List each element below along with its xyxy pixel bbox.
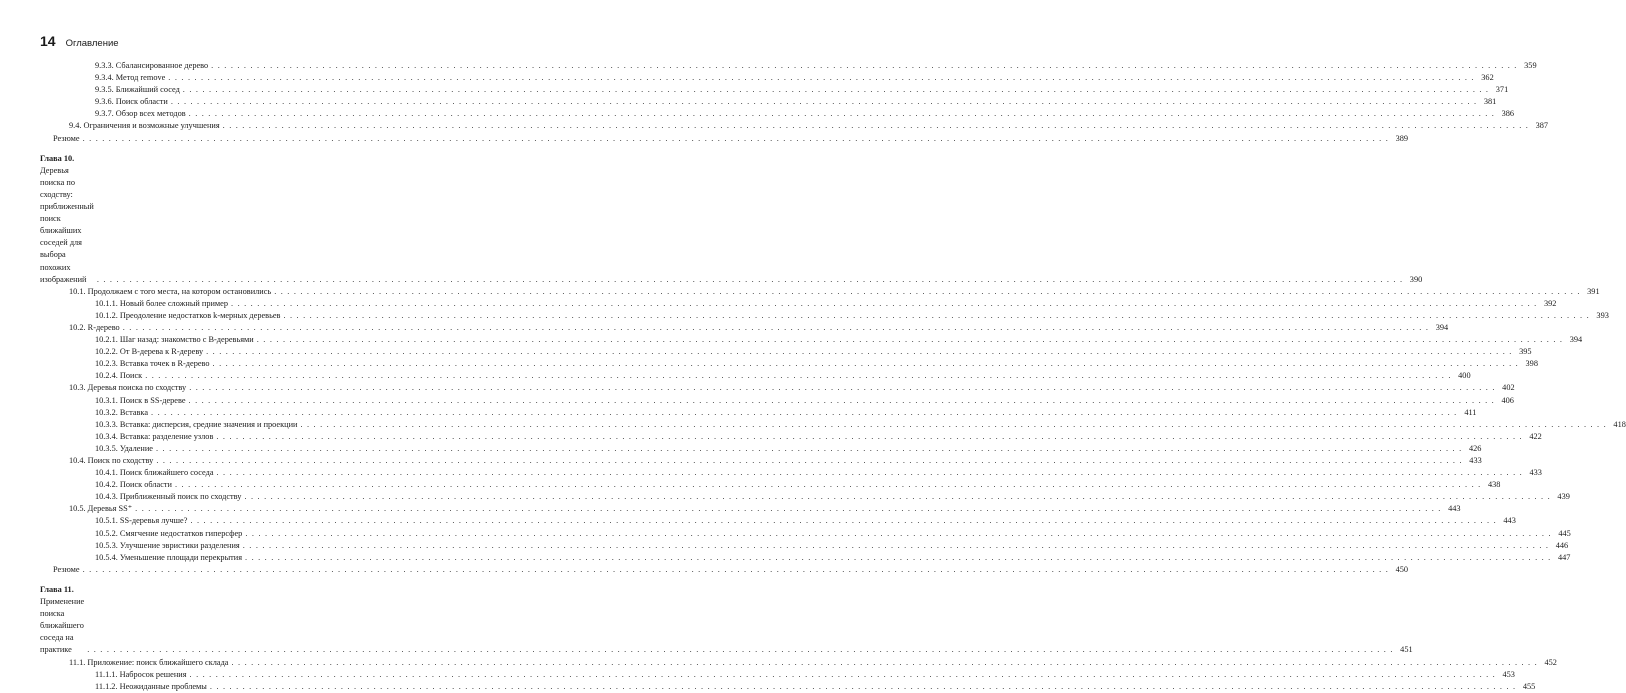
toc-entry-text: 10.3.4. Вставка: разделение узлов — [95, 431, 214, 441]
toc-entry-text: 10.3.2. Вставка — [95, 407, 149, 417]
toc-entry-text: 10.2.3. Вставка точек в R-дерево — [95, 359, 210, 369]
toc-leader: . . . . . . . . . . . . . . . . . . . . . . . . . . . . . . . . . . . . . . . . . . . . . . . . . . . . . . . . . . . . . . . . . . . . . . . . . . . . . . . . . . . . . . . . . . . . . . . . . . . . . . . . . . . . . . . . . . . . . . . . . . . . . . . . . . . . . . . . . . . . . . . . . . . . . . . . . . . . . . . . . . . . . . . . . . . . . . . . . . . . . . . . . . . . . . . . . . . . . . . . — [145, 371, 1452, 381]
toc-entry-text: 10.4.2. Поиск области — [95, 480, 172, 490]
toc-chapter-line — [40, 584, 84, 657]
toc-page-number: 446 — [1555, 540, 1569, 550]
toc-entry-text: 10.2.1. Шаг назад: знакомство с B-деревьями — [95, 335, 254, 345]
toc-page-number: 398 — [1525, 359, 1538, 369]
toc-entry — [40, 346, 1532, 358]
toc-chapter-entry — [40, 153, 1423, 286]
toc-leader: . . . . . . . . . . . . . . . . . . . . . . . . . . . . . . . . . . . . . . . . . . . . . . . . . . . . . . . . . . . . . . . . . . . . . . . . . . . . . . . . . . . . . . . . . . . . . . . . . . . . . . . . . . . . . . . . . . . . . . . . . . . . . . . . . . . . . . . . . . . . . . . . . . . . . . . . . . . . . . . . . . . . . . . . . . . . . . . . . . . . . . . . . . . . . . . . . . . . . . . . — [151, 407, 1458, 417]
toc-entry — [40, 657, 1557, 669]
toc-page-number: 455 — [1522, 681, 1536, 691]
toc-page-number: 359 — [1524, 61, 1537, 70]
toc-chapter-title: Деревья поиска по сходству: приближенный поиск ближайших — [40, 165, 94, 236]
page-number: 14 — [40, 33, 56, 49]
toc-chapter-label: Глава 10. — [40, 153, 75, 163]
toc-entry — [40, 334, 1583, 346]
toc-page-number: 393 — [1596, 310, 1609, 320]
toc-page-number: 391 — [1587, 286, 1600, 296]
toc-entry — [40, 108, 1515, 120]
section-title: Оглавление — [65, 38, 119, 49]
toc-leader: . . . . . . . . . . . . . . . . . . . . . . . . . . . . . . . . . . . . . . . . . . . . . . . . . . . . . . . . . . . . . . . . . . . . . . . . . . . . . . . . . . . . . . . . . . . . . . . . . . . . . . . . . . . . . . . . . . . . . . . . . . . . . . . . . . . . . . . . . . . . . . . . . . . . . . . . . . . . . . . . . . . . . . . . . . . . . . . . . . . . . . . . . . . . . . . . . . . . . . . . — [155, 443, 1463, 453]
toc-entry-text: 10.2.2. От B-дерева к R-дереву — [95, 347, 204, 357]
toc-entry-text: 10.3.3. Вставка: дисперсия, средние значения и проекции — [95, 419, 298, 429]
toc-page-number: 447 — [1558, 552, 1571, 562]
toc-page-number: 443 — [1503, 516, 1516, 526]
toc-entry — [40, 443, 1482, 455]
toc-page-number: 387 — [1535, 121, 1549, 131]
toc-leader: . . . . . . . . . . . . . . . . . . . . . . . . . . . . . . . . . . . . . . . . . . . . . . . . . . . . . . . . . . . . . . . . . . . . . . . . . . . . . . . . . . . . . . . . . . . . . . . . . . . . . . . . . . . . . . . . . . . . . . . . . . . . . . . . . . . . . . . . . . . . . . . . . . . . . . . . . . . . . . . . . . . . . . . . . . . . . . . . . . . . . . . . . . . . . . . . . . . . . . . . — [211, 61, 1518, 70]
toc-entry — [40, 407, 1477, 419]
toc-page-number: 390 — [1409, 274, 1423, 284]
toc-page-number: 426 — [1468, 443, 1482, 453]
toc-entry-text: 10.3. Деревья поиска по сходству — [69, 383, 187, 393]
toc-entry — [40, 564, 1409, 576]
toc-page-number: 422 — [1529, 431, 1542, 441]
toc-leader: . . . . . . . . . . . . . . . . . . . . . . . . . . . . . . . . . . . . . . . . . . . . . . . . . . . . . . . . . . . . . . . . . . . . . . . . . . . . . . . . . . . . . . . . . . . . . . . . . . . . . . . . . . . . . . . . . . . . . . . . . . . . . . . . . . . . . . . . . . . . . . . . . . . . . . . . . . . . . . . . . . . . . . . . . . . . . . . . . . . . . . . . . . . . . . . . . . . . . . . . — [209, 681, 1517, 691]
toc-entry-text: 10.4.1. Поиск ближайшего соседа — [95, 468, 214, 478]
toc-leader: . . . . . . . . . . . . . . . . . . . . . . . . . . . . . . . . . . . . . . . . . . . . . . . . . . . . . . . . . . . . . . . . . . . . . . . . . . . . . . . . . . . . . . . . . . . . . . . . . . . . . . . . . . . . . . . . . . . . . . . . . . . . . . . . . . . . . . . . . . . . . . . . . . . . . . . . . . . . . . . . . . . . . . . . . . . . . . . . . . . . . . . . . . . . . . . . . . . . . . . . — [87, 645, 1394, 655]
toc-page-number: 394 — [1435, 322, 1449, 332]
toc-entry — [40, 395, 1514, 407]
toc-entry — [40, 382, 1515, 394]
toc-entry-text: 10.5.4. Уменьшение площади перекрытия — [95, 552, 243, 562]
toc-page-number: 386 — [1501, 109, 1515, 119]
toc-entry — [40, 310, 1609, 322]
toc-entry — [40, 455, 1482, 467]
toc-entry-text: 10.5.1. SS-деревья лучше? — [95, 516, 188, 526]
toc-page-number: 433 — [1529, 468, 1542, 478]
toc-entry — [40, 491, 1570, 503]
toc-entry-text: 10.5.3. Улучшение эвристики разделения — [95, 540, 240, 550]
toc-leader: . . . . . . . . . . . . . . . . . . . . . . . . . . . . . . . . . . . . . . . . . . . . . . . . . . . . . . . . . . . . . . . . . . . . . . . . . . . . . . . . . . . . . . . . . . . . . . . . . . . . . . . . . . . . . . . . . . . . . . . . . . . . . . . . . . . . . . . . . . . . . . . . . . . . . . . . . . . . . . . . . . . . . . . . . . . . . . . . . . . . . . . . . . . . . . . . . . . . . . . . — [216, 468, 1523, 478]
toc-entry — [40, 540, 1569, 552]
toc-page-number: 443 — [1448, 504, 1461, 514]
toc-entry — [40, 120, 1549, 132]
toc-entry-text: 9.3.6. Поиск области — [95, 97, 168, 107]
toc-entry-text — [40, 584, 84, 657]
toc-leader: . . . . . . . . . . . . . . . . . . . . . . . . . . . . . . . . . . . . . . . . . . . . . . . . . . . . . . . . . . . . . . . . . . . . . . . . . . . . . . . . . . . . . . . . . . . . . . . . . . . . . . . . . . . . . . . . . . . . . . . . . . . . . . . . . . . . . . . . . . . . . . . . . . . . . . . . . . . . . . . . . . . . . . . . . . . . . . . . . . . . . . . . . . . . . . . . . . . . . . . . — [182, 85, 1490, 95]
toc-leader: . . . . . . . . . . . . . . . . . . . . . . . . . . . . . . . . . . . . . . . . . . . . . . . . . . . . . . . . . . . . . . . . . . . . . . . . . . . . . . . . . . . . . . . . . . . . . . . . . . . . . . . . . . . . . . . . . . . . . . . . . . . . . . . . . . . . . . . . . . . . . . . . . . . . . . . . . . . . . . . . . . . . . . . . . . . . . . . . . . . . . . . . . . . . . . . . . . . . . . . . — [135, 504, 1442, 514]
toc-leader: . . . . . . . . . . . . . . . . . . . . . . . . . . . . . . . . . . . . . . . . . . . . . . . . . . . . . . . . . . . . . . . . . . . . . . . . . . . . . . . . . . . . . . . . . . . . . . . . . . . . . . . . . . . . . . . . . . . . . . . . . . . . . . . . . . . . . . . . . . . . . . . . . . . . . . . . . . . . . . . . . . . . . . . . . . . . . . . . . . . . . . . . . . . . . . . . . . . . . . . . — [231, 657, 1538, 667]
toc-leader: . . . . . . . . . . . . . . . . . . . . . . . . . . . . . . . . . . . . . . . . . . . . . . . . . . . . . . . . . . . . . . . . . . . . . . . . . . . . . . . . . . . . . . . . . . . . . . . . . . . . . . . . . . . . . . . . . . . . . . . . . . . . . . . . . . . . . . . . . . . . . . . . . . . . . . . . . . . . . . . . . . . . . . . . . . . . . . . . . . . . . . . . . . . . . . . . . . . . . . . . — [188, 109, 1496, 119]
toc-page-number: 433 — [1469, 456, 1482, 465]
toc-leader: . . . . . . . . . . . . . . . . . . . . . . . . . . . . . . . . . . . . . . . . . . . . . . . . . . . . . . . . . . . . . . . . . . . . . . . . . . . . . . . . . . . . . . . . . . . . . . . . . . . . . . . . . . . . . . . . . . . . . . . . . . . . . . . . . . . . . . . . . . . . . . . . . . . . . . . . . . . . . . . . . . . . . . . . . . . . . . . . . . . . . . . . . . . . . . . . . . . . . . . . — [175, 480, 1482, 490]
toc-leader: . . . . . . . . . . . . . . . . . . . . . . . . . . . . . . . . . . . . . . . . . . . . . . . . . . . . . . . . . . . . . . . . . . . . . . . . . . . . . . . . . . . . . . . . . . . . . . . . . . . . . . . . . . . . . . . . . . . . . . . . . . . . . . . . . . . . . . . . . . . . . . . . . . . . . . . . . . . . . . . . . . . . . . . . . . . . . . . . . . . . . . . . . . . . . . . . . . . . . . . . — [190, 516, 1497, 526]
toc-chapter-label: Глава 11. — [40, 584, 74, 594]
toc-page-number: 451 — [1400, 645, 1413, 655]
toc-entry-text: 10.1.2. Преодоление недостатков k-мерных деревьев — [95, 310, 281, 320]
toc-leader: . . . . . . . . . . . . . . . . . . . . . . . . . . . . . . . . . . . . . . . . . . . . . . . . . . . . . . . . . . . . . . . . . . . . . . . . . . . . . . . . . . . . . . . . . . . . . . . . . . . . . . . . . . . . . . . . . . . . . . . . . . . . . . . . . . . . . . . . . . . . . . . . . . . . . . . . . . . . . . . . . . . . . . . . . . . . . . . . . . . . . . . . . . . . . . . . . . . . . . . . — [122, 322, 1430, 332]
toc-entry — [40, 419, 1626, 431]
toc-leader: . . . . . . . . . . . . . . . . . . . . . . . . . . . . . . . . . . . . . . . . . . . . . . . . . . . . . . . . . . . . . . . . . . . . . . . . . . . . . . . . . . . . . . . . . . . . . . . . . . . . . . . . . . . . . . . . . . . . . . . . . . . . . . . . . . . . . . . . . . . . . . . . . . . . . . . . . . . . . . . . . . . . . . . . . . . . . . . . . . . . . . . . . . . . . . . . . . . . . . . . — [231, 298, 1538, 308]
toc-leader: . . . . . . . . . . . . . . . . . . . . . . . . . . . . . . . . . . . . . . . . . . . . . . . . . . . . . . . . . . . . . . . . . . . . . . . . . . . . . . . . . . . . . . . . . . . . . . . . . . . . . . . . . . . . . . . . . . . . . . . . . . . . . . . . . . . . . . . . . . . . . . . . . . . . . . . . . . . . . . . . . . . . . . . . . . . . . . . . . . . . . . . . . . . . . . . . . . . . . . . . — [82, 564, 1390, 574]
toc-entry — [40, 358, 1538, 370]
toc-entry-text: 10.1. Продолжаем с того места, на котором остановились — [69, 286, 272, 296]
toc-entry-text: 11.1.2. Неожиданные проблемы — [95, 681, 207, 691]
toc-page-number: 394 — [1569, 335, 1583, 345]
toc-entry — [40, 298, 1557, 310]
toc-entry — [40, 479, 1501, 491]
toc-entry-text: 10.5.2. Смягчение недостатков гиперсфер — [95, 528, 243, 538]
toc-page-number: 389 — [1395, 133, 1409, 143]
table-of-contents — [40, 60, 1626, 693]
toc-leader: . . . . . . . . . . . . . . . . . . . . . . . . . . . . . . . . . . . . . . . . . . . . . . . . . . . . . . . . . . . . . . . . . . . . . . . . . . . . . . . . . . . . . . . . . . . . . . . . . . . . . . . . . . . . . . . . . . . . . . . . . . . . . . . . . . . . . . . . . . . . . . . . . . . . . . . . . . . . . . . . . . . . . . . . . . . . . . . . . . . . . . . . . . . . . . . . . . . . . . . . — [189, 383, 1496, 393]
toc-leader: . . . . . . . . . . . . . . . . . . . . . . . . . . . . . . . . . . . . . . . . . . . . . . . . . . . . . . . . . . . . . . . . . . . . . . . . . . . . . . . . . . . . . . . . . . . . . . . . . . . . . . . . . . . . . . . . . . . . . . . . . . . . . . . . . . . . . . . . . . . . . . . . . . . . . . . . . . . . . . . . . . . . . . . . . . . . . . . . . . . . . . . . . . . . . . . . . . . . . . . . — [188, 395, 1495, 405]
toc-entry — [40, 503, 1461, 515]
toc-entry-text — [40, 153, 94, 286]
toc-spacer — [40, 145, 360, 149]
toc-chapter-line — [40, 153, 94, 238]
toc-page-number: 439 — [1557, 492, 1570, 502]
toc-page-number: 400 — [1458, 371, 1471, 381]
toc-page-number: 402 — [1502, 383, 1515, 393]
toc-entry — [40, 669, 1515, 681]
toc-entry-text: 9.3.5. Ближайший сосед — [95, 85, 180, 95]
toc-entry — [40, 60, 1537, 72]
toc-entry-text: 10.4. Поиск по сходству — [69, 456, 154, 465]
toc-entry — [40, 552, 1571, 564]
toc-entry-text: 9.3.7. Обзор всех методов — [95, 109, 186, 119]
toc-entry-text: 10.4.3. Приближенный поиск по сходству — [95, 492, 242, 502]
toc-entry-text: 11.1.1. Набросок решения — [95, 669, 187, 679]
toc-entry-text: 10.3.5. Удаление — [95, 443, 153, 453]
toc-entry — [40, 515, 1516, 527]
toc-entry-text: 10.2.4. Поиск — [95, 371, 143, 381]
toc-leader: . . . . . . . . . . . . . . . . . . . . . . . . . . . . . . . . . . . . . . . . . . . . . . . . . . . . . . . . . . . . . . . . . . . . . . . . . . . . . . . . . . . . . . . . . . . . . . . . . . . . . . . . . . . . . . . . . . . . . . . . . . . . . . . . . . . . . . . . . . . . . . . . . . . . . . . . . . . . . . . . . . . . . . . . . . . . . . . . . . . . . . . . . . . . . . . . . . . . . . . . — [212, 359, 1519, 369]
toc-page-number: 450 — [1395, 564, 1409, 574]
toc-entry — [40, 528, 1571, 540]
toc-leader: . . . . . . . . . . . . . . . . . . . . . . . . . . . . . . . . . . . . . . . . . . . . . . . . . . . . . . . . . . . . . . . . . . . . . . . . . . . . . . . . . . . . . . . . . . . . . . . . . . . . . . . . . . . . . . . . . . . . . . . . . . . . . . . . . . . . . . . . . . . . . . . . . . . . . . . . . . . . . . . . . . . . . . . . . . . . . . . . . . . . . . . . . . . . . . . . . . . . . . . . — [206, 347, 1513, 357]
toc-entry — [40, 133, 1409, 145]
toc-page-number: 445 — [1558, 528, 1571, 538]
toc-leader: . . . . . . . . . . . . . . . . . . . . . . . . . . . . . . . . . . . . . . . . . . . . . . . . . . . . . . . . . . . . . . . . . . . . . . . . . . . . . . . . . . . . . . . . . . . . . . . . . . . . . . . . . . . . . . . . . . . . . . . . . . . . . . . . . . . . . . . . . . . . . . . . . . . . . . . . . . . . . . . . . . . . . . . . . . . . . . . . . . . . . . . . . . . . . . . . . . . . . . . . — [170, 97, 1478, 107]
toc-leader: . . . . . . . . . . . . . . . . . . . . . . . . . . . . . . . . . . . . . . . . . . . . . . . . . . . . . . . . . . . . . . . . . . . . . . . . . . . . . . . . . . . . . . . . . . . . . . . . . . . . . . . . . . . . . . . . . . . . . . . . . . . . . . . . . . . . . . . . . . . . . . . . . . . . . . . . . . . . . . . . . . . . . . . . . . . . . . . . . . . . . . . . . . . . . . . . . . . . . . . . — [300, 419, 1607, 429]
toc-entry-text: Резюме — [53, 133, 80, 143]
toc-chapter-title: Применение поиска ближайшего соседа на практике — [40, 597, 85, 655]
toc-entry — [40, 431, 1542, 443]
toc-leader: . . . . . . . . . . . . . . . . . . . . . . . . . . . . . . . . . . . . . . . . . . . . . . . . . . . . . . . . . . . . . . . . . . . . . . . . . . . . . . . . . . . . . . . . . . . . . . . . . . . . . . . . . . . . . . . . . . . . . . . . . . . . . . . . . . . . . . . . . . . . . . . . . . . . . . . . . . . . . . . . . . . . . . . . . . . . . . . . . . . . . . . . . . . . . . . . . . . . . . . . — [96, 274, 1404, 284]
toc-page-number: 395 — [1519, 347, 1532, 357]
toc-chapter-title-cont: соседей для выбора похожих изображений — [40, 238, 87, 284]
toc-entry — [40, 467, 1542, 479]
toc-leader: . . . . . . . . . . . . . . . . . . . . . . . . . . . . . . . . . . . . . . . . . . . . . . . . . . . . . . . . . . . . . . . . . . . . . . . . . . . . . . . . . . . . . . . . . . . . . . . . . . . . . . . . . . . . . . . . . . . . . . . . . . . . . . . . . . . . . . . . . . . . . . . . . . . . . . . . . . . . . . . . . . . . . . . . . . . . . . . . . . . . . . . . . . . . . . . . . . . . . . . . — [244, 492, 1551, 502]
toc-leader: . . . . . . . . . . . . . . . . . . . . . . . . . . . . . . . . . . . . . . . . . . . . . . . . . . . . . . . . . . . . . . . . . . . . . . . . . . . . . . . . . . . . . . . . . . . . . . . . . . . . . . . . . . . . . . . . . . . . . . . . . . . . . . . . . . . . . . . . . . . . . . . . . . . . . . . . . . . . . . . . . . . . . . . . . . . . . . . . . . . . . . . . . . . . . . . . . . . . . . . . — [256, 335, 1564, 345]
toc-entry-text: 10.2. R-дерево — [69, 322, 120, 332]
toc-entry-text: 9.4. Ограничения и возможные улучшения — [69, 121, 220, 131]
toc-leader: . . . . . . . . . . . . . . . . . . . . . . . . . . . . . . . . . . . . . . . . . . . . . . . . . . . . . . . . . . . . . . . . . . . . . . . . . . . . . . . . . . . . . . . . . . . . . . . . . . . . . . . . . . . . . . . . . . . . . . . . . . . . . . . . . . . . . . . . . . . . . . . . . . . . . . . . . . . . . . . . . . . . . . . . . . . . . . . . . . . . . . . . . . . . . . . . . . . . . . . . — [274, 286, 1581, 296]
toc-page-number: 453 — [1502, 669, 1515, 679]
toc-entry — [40, 72, 1494, 84]
toc-page-number: 406 — [1501, 395, 1514, 405]
toc-page-number: 411 — [1464, 407, 1477, 417]
toc-entry — [40, 286, 1600, 298]
toc-page-number: 438 — [1487, 480, 1501, 490]
toc-page-number: 392 — [1543, 298, 1557, 308]
toc-entry-text: 10.1.1. Новый более сложный пример — [95, 298, 229, 308]
toc-leader: . . . . . . . . . . . . . . . . . . . . . . . . . . . . . . . . . . . . . . . . . . . . . . . . . . . . . . . . . . . . . . . . . . . . . . . . . . . . . . . . . . . . . . . . . . . . . . . . . . . . . . . . . . . . . . . . . . . . . . . . . . . . . . . . . . . . . . . . . . . . . . . . . . . . . . . . . . . . . . . . . . . . . . . . . . . . . . . . . . . . . . . . . . . . . . . . . . . . . . . . — [222, 121, 1530, 131]
toc-entry — [40, 96, 1497, 108]
toc-leader: . . . . . . . . . . . . . . . . . . . . . . . . . . . . . . . . . . . . . . . . . . . . . . . . . . . . . . . . . . . . . . . . . . . . . . . . . . . . . . . . . . . . . . . . . . . . . . . . . . . . . . . . . . . . . . . . . . . . . . . . . . . . . . . . . . . . . . . . . . . . . . . . . . . . . . . . . . . . . . . . . . . . . . . . . . . . . . . . . . . . . . . . . . . . . . . . . . . . . . . . — [189, 669, 1496, 679]
toc-leader: . . . . . . . . . . . . . . . . . . . . . . . . . . . . . . . . . . . . . . . . . . . . . . . . . . . . . . . . . . . . . . . . . . . . . . . . . . . . . . . . . . . . . . . . . . . . . . . . . . . . . . . . . . . . . . . . . . . . . . . . . . . . . . . . . . . . . . . . . . . . . . . . . . . . . . . . . . . . . . . . . . . . . . . . . . . . . . . . . . . . . . . . . . . . . . . . . . . . . . . . — [82, 133, 1390, 143]
toc-entry — [40, 322, 1449, 334]
toc-page-number: 418 — [1613, 419, 1626, 429]
toc-entry — [40, 681, 1536, 693]
toc-leader: . . . . . . . . . . . . . . . . . . . . . . . . . . . . . . . . . . . . . . . . . . . . . . . . . . . . . . . . . . . . . . . . . . . . . . . . . . . . . . . . . . . . . . . . . . . . . . . . . . . . . . . . . . . . . . . . . . . . . . . . . . . . . . . . . . . . . . . . . . . . . . . . . . . . . . . . . . . . . . . . . . . . . . . . . . . . . . . . . . . . . . . . . . . . . . . . . . . . . . . . — [156, 456, 1463, 465]
toc-leader: . . . . . . . . . . . . . . . . . . . . . . . . . . . . . . . . . . . . . . . . . . . . . . . . . . . . . . . . . . . . . . . . . . . . . . . . . . . . . . . . . . . . . . . . . . . . . . . . . . . . . . . . . . . . . . . . . . . . . . . . . . . . . . . . . . . . . . . . . . . . . . . . . . . . . . . . . . . . . . . . . . . . . . . . . . . . . . . . . . . . . . . . . . . . . . . . . . . . . . . . — [242, 540, 1550, 550]
toc-spacer — [40, 576, 360, 580]
toc-entry-text: 11.1. Приложение: поиск ближайшего склада — [69, 657, 229, 667]
toc-leader: . . . . . . . . . . . . . . . . . . . . . . . . . . . . . . . . . . . . . . . . . . . . . . . . . . . . . . . . . . . . . . . . . . . . . . . . . . . . . . . . . . . . . . . . . . . . . . . . . . . . . . . . . . . . . . . . . . . . . . . . . . . . . . . . . . . . . . . . . . . . . . . . . . . . . . . . . . . . . . . . . . . . . . . . . . . . . . . . . . . . . . . . . . . . . . . . . . . . . . . . — [168, 73, 1475, 83]
toc-entry-text: 9.3.3. Сбалансированное дерево — [95, 61, 209, 70]
toc-entry-text: 9.3.4. Метод remove — [95, 73, 166, 83]
toc-leader: . . . . . . . . . . . . . . . . . . . . . . . . . . . . . . . . . . . . . . . . . . . . . . . . . . . . . . . . . . . . . . . . . . . . . . . . . . . . . . . . . . . . . . . . . . . . . . . . . . . . . . . . . . . . . . . . . . . . . . . . . . . . . . . . . . . . . . . . . . . . . . . . . . . . . . . . . . . . . . . . . . . . . . . . . . . . . . . . . . . . . . . . . . . . . . . . . . . . . . . . — [283, 310, 1590, 320]
toc-entry-text: 10.3.1. Поиск в SS-дереве — [95, 395, 186, 405]
toc-entry-text: 10.5. Деревья SS⁺ — [69, 504, 133, 514]
toc-leader: . . . . . . . . . . . . . . . . . . . . . . . . . . . . . . . . . . . . . . . . . . . . . . . . . . . . . . . . . . . . . . . . . . . . . . . . . . . . . . . . . . . . . . . . . . . . . . . . . . . . . . . . . . . . . . . . . . . . . . . . . . . . . . . . . . . . . . . . . . . . . . . . . . . . . . . . . . . . . . . . . . . . . . . . . . . . . . . . . . . . . . . . . . . . . . . . . . . . . . . . — [216, 431, 1523, 441]
toc-page-number: 362 — [1481, 73, 1494, 83]
toc-page-number: 452 — [1544, 657, 1557, 667]
toc-entry — [40, 84, 1509, 96]
toc-entry-text: Резюме — [53, 564, 80, 574]
toc-page-number: 381 — [1483, 97, 1497, 107]
toc-leader: . . . . . . . . . . . . . . . . . . . . . . . . . . . . . . . . . . . . . . . . . . . . . . . . . . . . . . . . . . . . . . . . . . . . . . . . . . . . . . . . . . . . . . . . . . . . . . . . . . . . . . . . . . . . . . . . . . . . . . . . . . . . . . . . . . . . . . . . . . . . . . . . . . . . . . . . . . . . . . . . . . . . . . . . . . . . . . . . . . . . . . . . . . . . . . . . . . . . . . . . — [245, 528, 1552, 538]
running-head — [40, 33, 119, 49]
toc-entry — [40, 370, 1471, 382]
toc-page-number: 371 — [1495, 85, 1509, 95]
toc-leader: . . . . . . . . . . . . . . . . . . . . . . . . . . . . . . . . . . . . . . . . . . . . . . . . . . . . . . . . . . . . . . . . . . . . . . . . . . . . . . . . . . . . . . . . . . . . . . . . . . . . . . . . . . . . . . . . . . . . . . . . . . . . . . . . . . . . . . . . . . . . . . . . . . . . . . . . . . . . . . . . . . . . . . . . . . . . . . . . . . . . . . . . . . . . . . . . . . . . . . . . — [245, 552, 1552, 562]
toc-chapter-entry — [40, 584, 1413, 657]
